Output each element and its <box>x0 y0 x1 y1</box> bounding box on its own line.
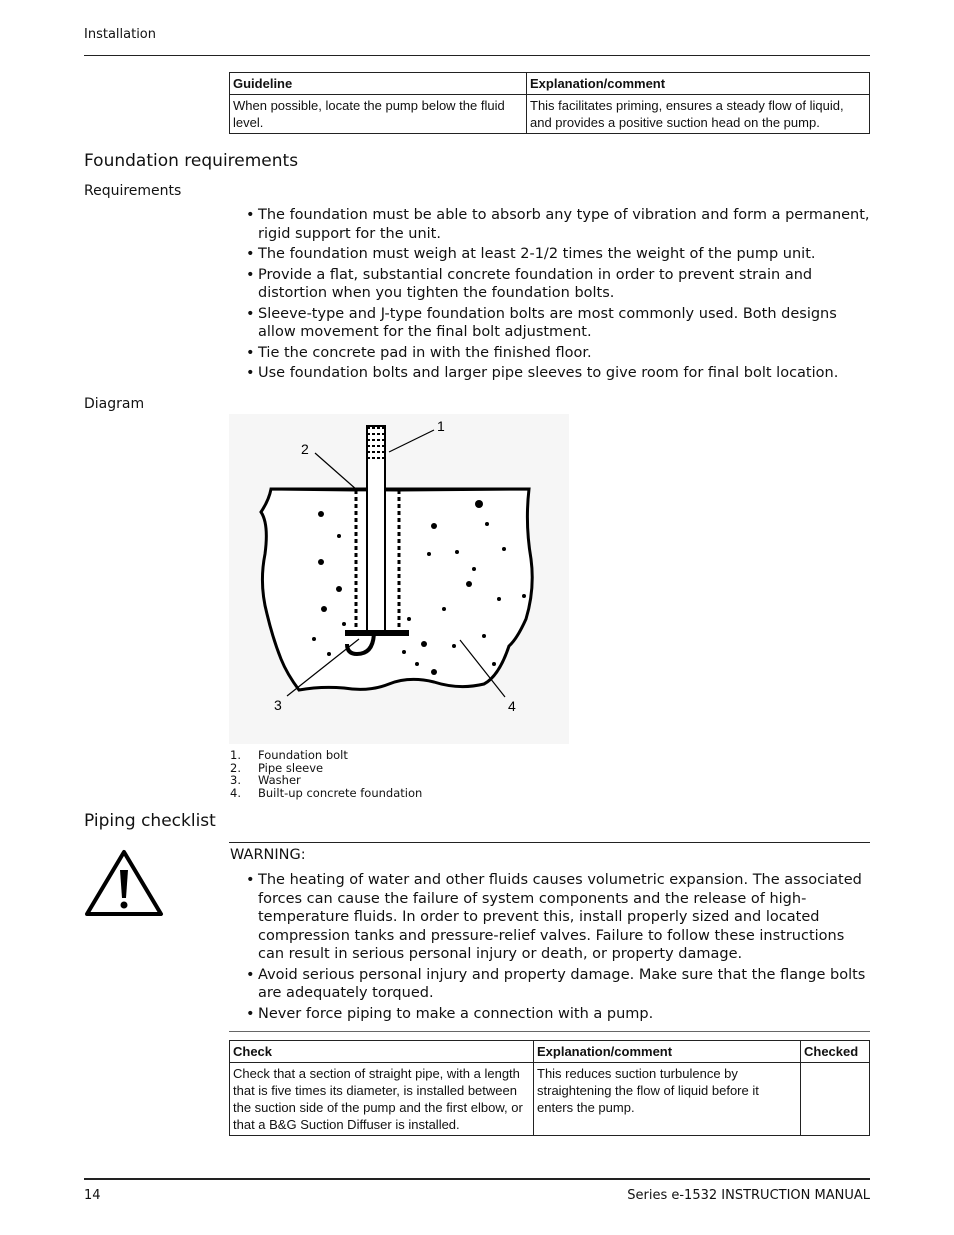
list-item: • Provide a flat, substantial concrete foundation in order to prevent strain and distortion when you tighten the foundation bolts. <box>246 266 870 303</box>
guideline-table <box>229 72 870 134</box>
guideline-cell: When possible, locate the pump below the fluid level. <box>230 95 527 134</box>
table-row <box>230 95 870 134</box>
list-item: • Sleeve-type and J-type foundation bolts are most commonly used. Both designs allow movement for the final bolt adjustment. <box>246 305 870 342</box>
table-row <box>230 1063 870 1136</box>
explanation-header: Explanation/comment <box>534 1041 801 1063</box>
manual-title: Series e-1532 INSTRUCTION MANUAL <box>627 1188 870 1203</box>
check-table <box>229 1040 870 1136</box>
warning-bottom-rule <box>229 1031 870 1032</box>
diagram-legend <box>230 749 422 799</box>
explanation-header: Explanation/comment <box>527 73 870 95</box>
warning-label: WARNING: <box>230 847 306 863</box>
foundation-bullets <box>246 206 870 385</box>
callout-1: 1 <box>437 418 445 434</box>
list-item: • Never force piping to make a connection with a pump. <box>246 1005 870 1024</box>
explanation-cell: This facilitates priming, ensures a steady flow of liquid, and provides a positive suction head on the pump. <box>527 95 870 134</box>
list-item: • The heating of water and other fluids causes volumetric expansion. The associated forces can cause the failure of system components and the release of high-temperature fluids. In order to prevent this, install properly sized and located compression tanks and pressure-relief valves. Failure to follow these instructions can result in serious personal injury or death, or property damage. <box>246 871 870 964</box>
list-item: • Use foundation bolts and larger pipe sleeves to give room for final bolt location. <box>246 364 870 383</box>
callout-2: 2 <box>301 441 309 457</box>
concrete-foundation <box>261 489 532 690</box>
list-item: 1. Foundation bolt <box>230 748 348 762</box>
check-header: Check <box>230 1041 534 1063</box>
warning-bullets <box>246 871 870 1025</box>
section-header: Installation <box>84 27 157 42</box>
header-rule <box>84 55 870 56</box>
list-item: 3. Washer <box>230 773 301 787</box>
explanation-cell: This reduces suction turbulence by straightening the flow of liquid before it enters the pump. <box>534 1063 801 1136</box>
requirements-label: Requirements <box>84 183 182 199</box>
diagram-label: Diagram <box>84 396 145 412</box>
callout-4: 4 <box>508 698 516 714</box>
piping-title: Piping checklist <box>84 811 216 831</box>
callout-3: 3 <box>274 697 282 713</box>
check-cell: Check that a section of straight pipe, with a length that is five times its diameter, is installed between the suction side of the pump and the first elbow, or that a B&G Suction Diffuser is installed. <box>230 1063 534 1136</box>
page-number: 14 <box>84 1188 101 1203</box>
list-item: • Tie the concrete pad in with the finished floor. <box>246 344 870 363</box>
list-item: 4. Built-up concrete foundation <box>230 785 423 800</box>
washer <box>345 630 409 636</box>
list-item: 2. Pipe sleeve <box>230 760 324 775</box>
list-item: • The foundation must be able to absorb any type of vibration and form a permanent, rigid support for the unit. <box>246 206 870 243</box>
list-item: • The foundation must weigh at least 2-1/2 times the weight of the pump unit. <box>246 245 870 264</box>
warning-icon <box>84 848 164 918</box>
checked-cell[interactable] <box>801 1063 870 1136</box>
list-item: • Avoid serious personal injury and property damage. Make sure that the flange bolts are adequately torqued. <box>246 966 870 1003</box>
foundation-title: Foundation requirements <box>84 151 299 171</box>
warning-top-rule <box>229 842 870 843</box>
footer-rule <box>84 1178 870 1180</box>
checked-header: Checked <box>801 1041 870 1063</box>
foundation-bolt-diagram <box>229 414 569 744</box>
guideline-header: Guideline <box>230 73 527 95</box>
